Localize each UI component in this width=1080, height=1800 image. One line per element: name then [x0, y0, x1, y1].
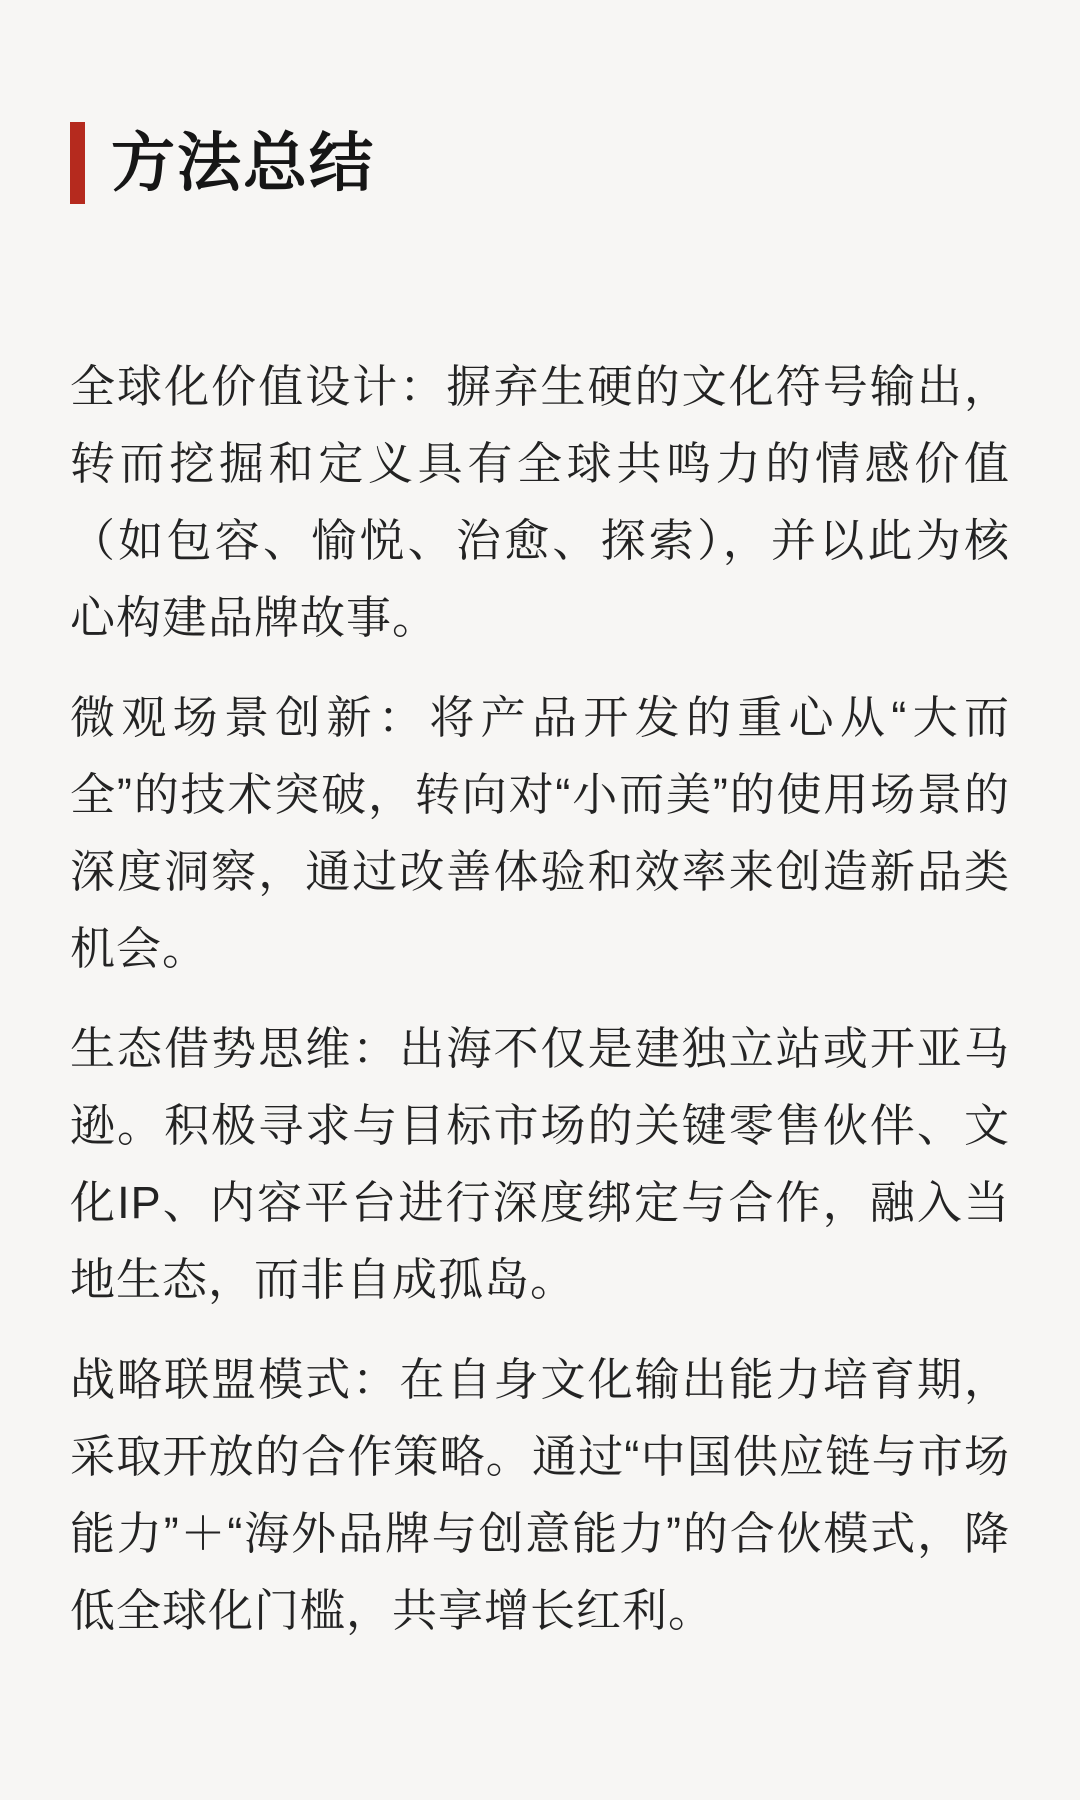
- body-copy: [70, 348, 1010, 1649]
- page-title: 方法总结: [111, 126, 375, 199]
- title-accent-bar: [70, 122, 85, 204]
- paragraph-ecosystem-leverage-thinking: 生态借势思维：出海不仅是建独立站或开亚马逊。积极寻求与目标市场的关键零售伙伴、文化IP、内容平台进行深度绑定与合作，融入当地生态，而非自成孤岛。: [70, 1022, 1010, 1305]
- paragraph-micro-scene-innovation: 微观场景创新：将产品开发的重心从“大而全”的技术突破，转向对“小而美”的使用场景的深度洞察，通过改善体验和效率来创造新品类机会。: [70, 691, 1010, 974]
- title-block: [70, 88, 1010, 238]
- paragraph-strategic-alliance-model: 战略联盟模式：在自身文化输出能力培育期，采取开放的合作策略。通过“中国供应链与市场能力”＋“海外品牌与创意能力”的合伙模式，降低全球化门槛，共享增长红利。: [70, 1353, 1010, 1636]
- paragraph-globalization-value-design: 全球化价值设计：摒弃生硬的文化符号输出，转而挖掘和定义具有全球共鸣力的情感价值（如包容、愉悦、治愈、探索），并以此为核心构建品牌故事。: [70, 360, 1010, 643]
